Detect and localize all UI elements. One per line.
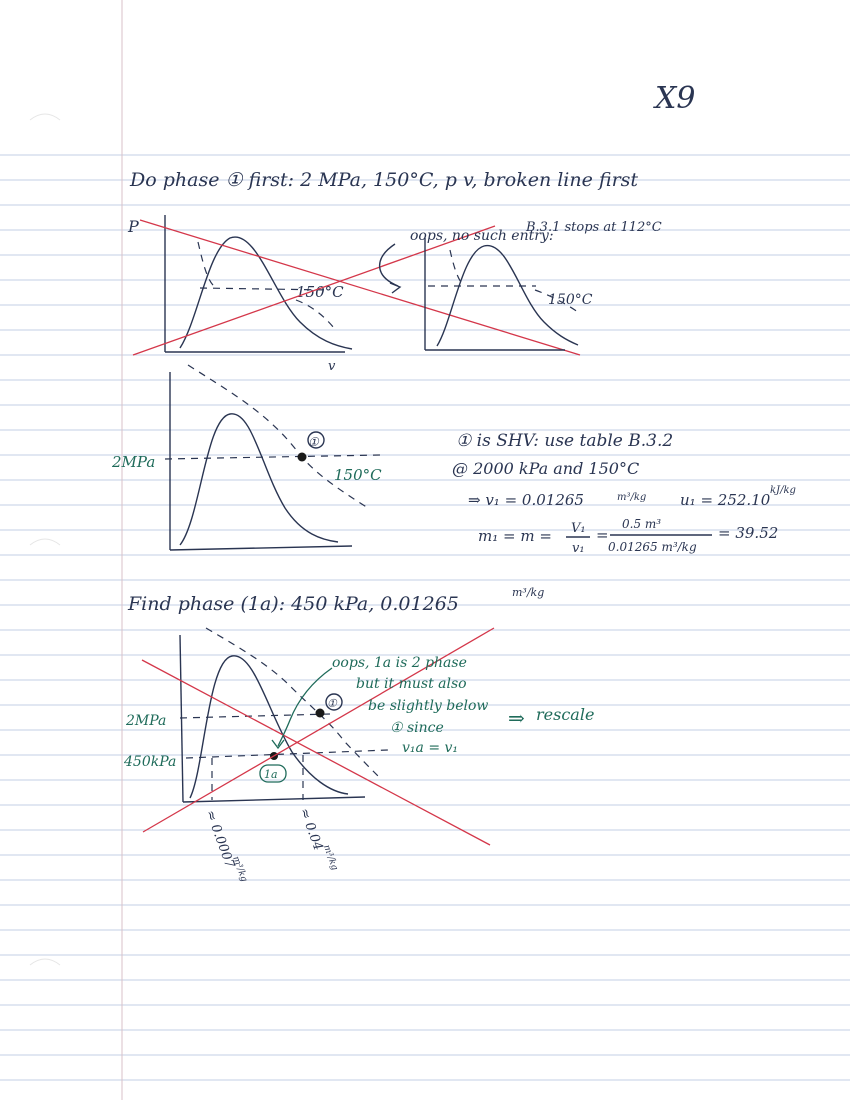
mass-result: = 39.52 <box>718 524 779 542</box>
note-oops: oops, 1a is 2 phase <box>332 655 467 671</box>
phase1a-unit: m³/kg <box>512 586 545 599</box>
isotherm-left <box>198 242 216 288</box>
oops-note: oops, no such entry: <box>410 228 554 244</box>
p-axis-label: P <box>128 217 139 236</box>
red-cross-line-b <box>133 226 495 355</box>
mass-numerator: V₁ <box>571 521 586 536</box>
arrow-icon <box>390 283 400 293</box>
state1-label: ① <box>308 435 319 449</box>
corner-mark: X9 <box>655 81 696 116</box>
v-axis-label: v <box>328 359 336 374</box>
temp-150-label-right: 150°C <box>548 292 593 308</box>
binder-holes <box>30 114 60 965</box>
u1-equation: u₁ = 252.10 <box>680 491 771 509</box>
vg-label: ≈ 0.04 <box>296 806 326 853</box>
pressure-line-2 <box>165 455 380 459</box>
pressure-2mpa-label: 2MPa <box>112 453 156 471</box>
pressure-2mpa-label-3: 2MPa <box>126 713 167 729</box>
state1a-label: 1a <box>264 768 278 781</box>
notes1 <box>452 431 796 556</box>
mass-lhs: m₁ = m = <box>478 527 552 545</box>
state1-label-3: ① <box>327 697 337 710</box>
v-axis-3 <box>183 797 365 802</box>
saturation-dome-2 <box>180 414 338 545</box>
v-axis-2 <box>170 546 352 550</box>
note-since: ① since <box>390 720 444 736</box>
sketch2-diagram <box>111 365 382 550</box>
temp-150-label: 150°C <box>296 283 344 301</box>
vf-label: ≈ 0.0007 <box>202 808 238 871</box>
phase1a-title: Find phase (1a): 450 kPa, 0.01265 <box>128 593 459 615</box>
mass-denominator: v₁ <box>572 541 585 556</box>
isotherm-3 <box>206 628 382 780</box>
state1-point <box>298 453 307 462</box>
isotherm-2 <box>188 365 368 508</box>
vf-unit: m³/kg <box>230 855 249 884</box>
rescale-note: rescale <box>536 705 595 724</box>
rescale-arrow: ⇒ <box>508 706 525 730</box>
v1-equation: ⇒ v₁ = 0.01265 <box>468 491 584 509</box>
u1-unit: kJ/kg <box>770 485 796 496</box>
note-superheated: ① is SHV: use table B.3.2 <box>456 431 674 451</box>
note-v1a: v₁a = v₁ <box>402 740 459 756</box>
sketch1-left-diagram <box>127 215 352 374</box>
pressure-450kpa-label: 450kPa <box>124 754 177 770</box>
state1-point-3 <box>316 709 325 718</box>
note-conditions: @ 2000 kPa and 150°C <box>452 459 640 478</box>
pressure-line-2mpa <box>180 714 330 718</box>
note-but: but it must also <box>356 676 467 692</box>
page-title: Do phase ① first: 2 MPa, 150°C, p v, broken line first <box>130 169 639 191</box>
pressure-line-450kpa <box>186 750 388 758</box>
arrow-icon <box>272 740 284 748</box>
table-note: B.3.1 stops at 112°C <box>526 220 662 235</box>
note-below: be slightly below <box>368 698 489 714</box>
vg-unit: m³/kg <box>320 843 340 872</box>
mass-equals: = <box>596 526 609 544</box>
mass-denominator-2: 0.01265 m³/kg <box>608 540 697 554</box>
temp-150-label-2: 150°C <box>334 466 382 484</box>
mass-numerator-2: 0.5 m³ <box>622 517 662 531</box>
v1-unit: m³/kg <box>617 492 647 503</box>
